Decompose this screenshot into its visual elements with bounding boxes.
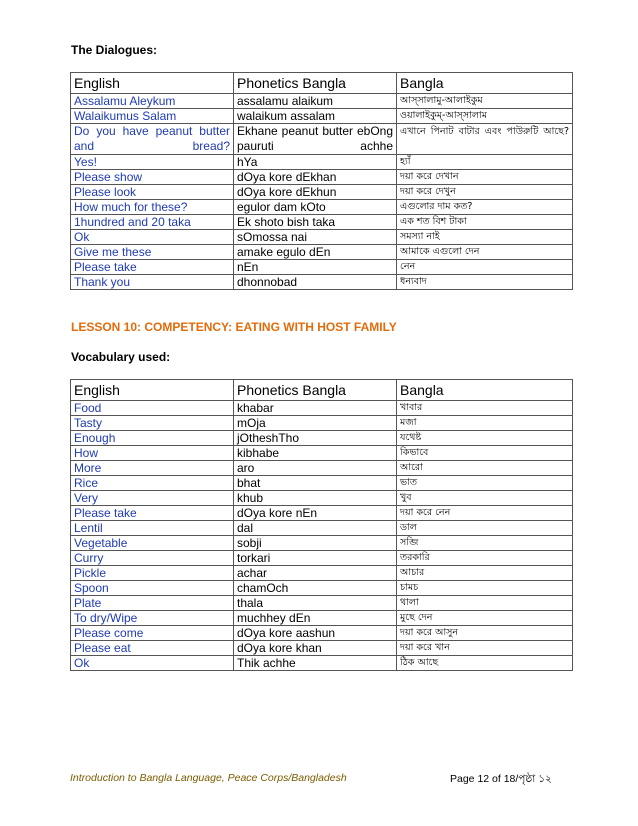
table-row: [71, 506, 573, 521]
phonetics-cell: dOya kore dEkhun: [234, 185, 397, 200]
english-cell: Curry: [71, 551, 234, 566]
bangla-cell: ভাত: [397, 476, 573, 491]
column-header-english: English: [71, 380, 234, 401]
english-cell: Enough: [71, 431, 234, 446]
english-cell: Thank you: [71, 275, 234, 290]
bangla-cell: ঠিক আছে: [397, 656, 573, 671]
phonetics-cell: aro: [234, 461, 397, 476]
bangla-cell: মজা: [397, 416, 573, 431]
phonetics-cell: assalamu alaikum: [234, 94, 397, 109]
english-cell: Spoon: [71, 581, 234, 596]
table-row: [71, 245, 573, 260]
table-row: [71, 124, 573, 155]
table-row: [71, 155, 573, 170]
column-header-phonetics: Phonetics Bangla: [234, 73, 397, 94]
bangla-cell: এক শত বিশ টাকা: [397, 215, 573, 230]
column-header-bangla: Bangla: [397, 380, 573, 401]
english-cell: Assalamu Aleykum: [71, 94, 234, 109]
phonetics-cell: dOya kore dEkhan: [234, 170, 397, 185]
english-cell: Ok: [71, 230, 234, 245]
english-cell: Very: [71, 491, 234, 506]
bangla-cell: থালা: [397, 596, 573, 611]
table-row: [71, 94, 573, 109]
phonetics-cell: achar: [234, 566, 397, 581]
table-row: [71, 566, 573, 581]
bangla-cell: এগুলোর দাম কত?: [397, 200, 573, 215]
phonetics-cell: Ekhane peanut butter ebOng pauruti achhe: [234, 124, 397, 155]
vocabulary-heading: Vocabulary used:: [71, 350, 171, 364]
english-cell: Please take: [71, 506, 234, 521]
phonetics-cell: egulor dam kOto: [234, 200, 397, 215]
english-cell: 1hundred and 20 taka: [71, 215, 234, 230]
table-row: [71, 109, 573, 124]
table-row: [71, 641, 573, 656]
bangla-cell: হ্যাঁ: [397, 155, 573, 170]
english-cell: Yes!: [71, 155, 234, 170]
table-row: [71, 611, 573, 626]
phonetics-cell: dOya kore khan: [234, 641, 397, 656]
phonetics-cell: khabar: [234, 401, 397, 416]
bangla-cell: দয়া করে খান: [397, 641, 573, 656]
phonetics-cell: bhat: [234, 476, 397, 491]
english-cell: Please eat: [71, 641, 234, 656]
dialogues-heading: The Dialogues:: [71, 43, 158, 57]
english-cell: To dry/Wipe: [71, 611, 234, 626]
english-cell: Please come: [71, 626, 234, 641]
phonetics-cell: dOya kore aashun: [234, 626, 397, 641]
phonetics-cell: mOja: [234, 416, 397, 431]
bangla-cell: কিভাবে: [397, 446, 573, 461]
english-cell: Please show: [71, 170, 234, 185]
phonetics-cell: sobji: [234, 536, 397, 551]
bangla-cell: ওয়ালাইকুম্-আস্সালাম: [397, 109, 573, 124]
table-row: [71, 491, 573, 506]
table-row: [71, 431, 573, 446]
bangla-cell: ডাল: [397, 521, 573, 536]
table-row: [71, 536, 573, 551]
table-row: [71, 476, 573, 491]
phonetics-cell: dOya kore nEn: [234, 506, 397, 521]
bangla-cell: দয়া করে দেখুন: [397, 185, 573, 200]
english-cell: Pickle: [71, 566, 234, 581]
english-cell: Plate: [71, 596, 234, 611]
bangla-cell: খাবার: [397, 401, 573, 416]
english-cell: Walaikumus Salam: [71, 109, 234, 124]
english-cell: Vegetable: [71, 536, 234, 551]
bangla-cell: চামচ: [397, 581, 573, 596]
english-cell: Tasty: [71, 416, 234, 431]
phonetics-cell: sOmossa nai: [234, 230, 397, 245]
table-row: [71, 521, 573, 536]
bangla-cell: আরো: [397, 461, 573, 476]
phonetics-cell: walaikum assalam: [234, 109, 397, 124]
bangla-cell: আমাকে এগুলো দেন: [397, 245, 573, 260]
table-row: [71, 416, 573, 431]
phonetics-cell: amake egulo dEn: [234, 245, 397, 260]
phonetics-cell: dhonnobad: [234, 275, 397, 290]
bangla-cell: সমস্যা নাই: [397, 230, 573, 245]
english-cell: Do you have peanut butter and bread?: [71, 124, 234, 155]
phonetics-cell: dal: [234, 521, 397, 536]
table-row: [71, 626, 573, 641]
table-row: [71, 275, 573, 290]
dialogues-header-row: [71, 73, 573, 94]
bangla-cell: নেন: [397, 260, 573, 275]
phonetics-cell: jOtheshTho: [234, 431, 397, 446]
bangla-cell: খুব: [397, 491, 573, 506]
table-row: [71, 215, 573, 230]
english-cell: Please take: [71, 260, 234, 275]
table-row: [71, 581, 573, 596]
table-row: [71, 461, 573, 476]
lesson-heading: LESSON 10: COMPETENCY: EATING WITH HOST FAMILY: [71, 320, 397, 334]
phonetics-cell: khub: [234, 491, 397, 506]
footer-page-number: Page 12 of 18/পৃষ্ঠা ১২: [450, 773, 552, 785]
table-row: [71, 596, 573, 611]
bangla-cell: তরকারি: [397, 551, 573, 566]
bangla-cell: ধন্যবাদ: [397, 275, 573, 290]
column-header-phonetics: Phonetics Bangla: [234, 380, 397, 401]
bangla-cell: সব্জি: [397, 536, 573, 551]
footer-course-title: Introduction to Bangla Language, Peace Corps/Bangladesh: [70, 772, 347, 784]
table-row: [71, 260, 573, 275]
vocabulary-table: [70, 379, 573, 671]
phonetics-cell: hYa: [234, 155, 397, 170]
table-row: [71, 401, 573, 416]
english-cell: Lentil: [71, 521, 234, 536]
phonetics-cell: Thik achhe: [234, 656, 397, 671]
phonetics-cell: Ek shoto bish taka: [234, 215, 397, 230]
vocabulary-header-row: [71, 380, 573, 401]
english-cell: Please look: [71, 185, 234, 200]
english-cell: Give me these: [71, 245, 234, 260]
bangla-cell: দয়া করে আসুন: [397, 626, 573, 641]
bangla-cell: দয়া করে নেন: [397, 506, 573, 521]
phonetics-cell: torkari: [234, 551, 397, 566]
table-row: [71, 185, 573, 200]
dialogues-table: [70, 72, 573, 290]
table-row: [71, 446, 573, 461]
phonetics-cell: nEn: [234, 260, 397, 275]
bangla-cell: আচার: [397, 566, 573, 581]
bangla-cell: যথেষ্ট: [397, 431, 573, 446]
english-cell: More: [71, 461, 234, 476]
table-row: [71, 230, 573, 245]
table-row: [71, 170, 573, 185]
english-cell: Food: [71, 401, 234, 416]
bangla-cell: আস্সালামু-আলাইকুম: [397, 94, 573, 109]
table-row: [71, 656, 573, 671]
english-cell: How much for these?: [71, 200, 234, 215]
column-header-bangla: Bangla: [397, 73, 573, 94]
english-cell: How: [71, 446, 234, 461]
english-cell: Rice: [71, 476, 234, 491]
table-row: [71, 200, 573, 215]
english-cell: Ok: [71, 656, 234, 671]
table-row: [71, 551, 573, 566]
phonetics-cell: muchhey dEn: [234, 611, 397, 626]
column-header-english: English: [71, 73, 234, 94]
bangla-cell: এখানে পিনাট বাটার এবং পাউরুটি আছে?: [397, 124, 573, 155]
phonetics-cell: kibhabe: [234, 446, 397, 461]
phonetics-cell: thala: [234, 596, 397, 611]
phonetics-cell: chamOch: [234, 581, 397, 596]
bangla-cell: দয়া করে দেখান: [397, 170, 573, 185]
bangla-cell: মুছে দেন: [397, 611, 573, 626]
